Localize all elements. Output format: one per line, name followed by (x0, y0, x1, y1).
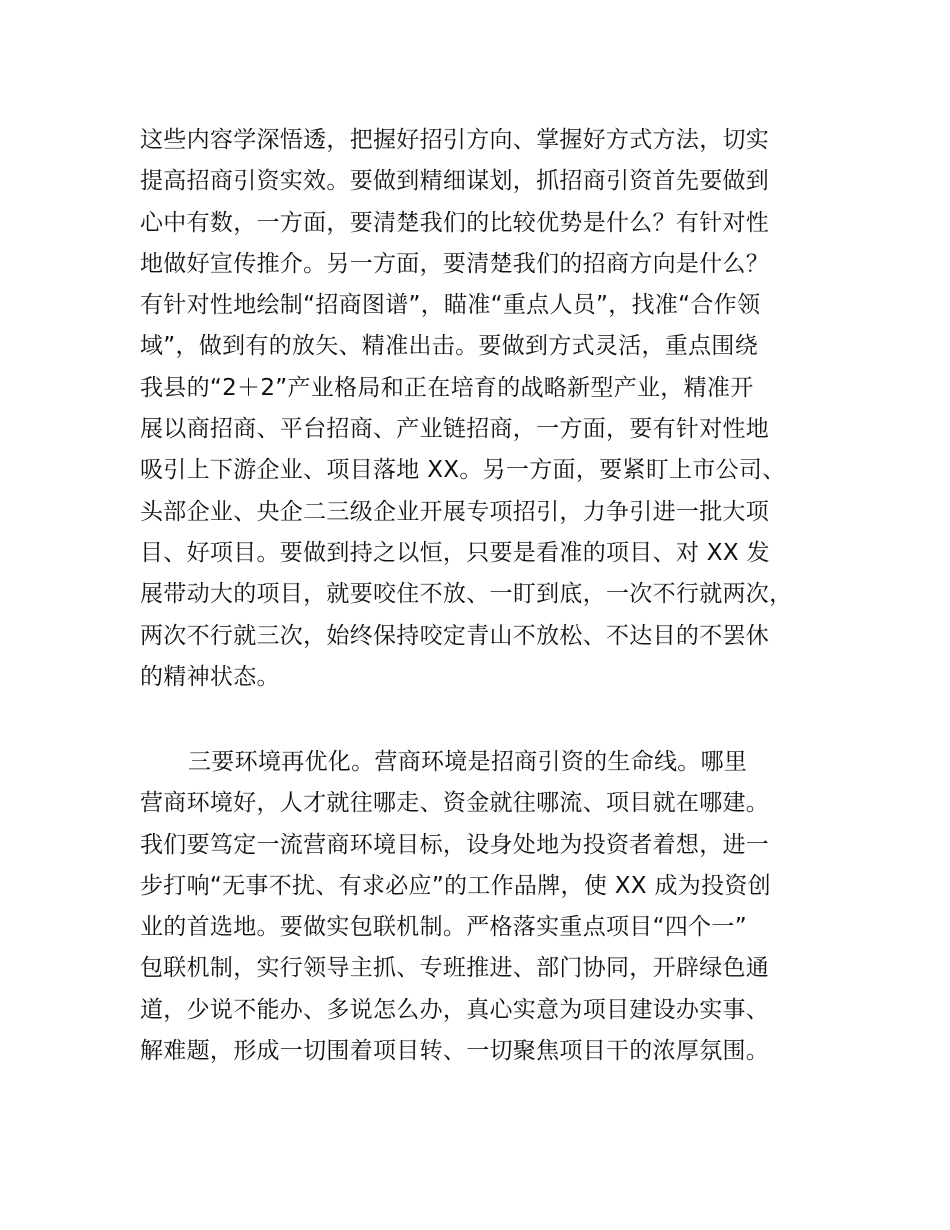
paragraph-line: 域”，做到有的放矢、精准出击。要做到方式灵活，重点围绕 (140, 333, 759, 360)
paragraph-line: 提高招商引资实效。要做到精细谋划，抓招商引资首先要做到 (140, 168, 770, 195)
paragraph-line: 有针对性地绘制“招商图谱”，瞄准“重点人员”，找准“合作领 (140, 292, 761, 319)
paragraph-line: 的精神状态。 (140, 663, 280, 690)
paragraph-line: 吸引上下游企业、项目落地 XX。另一方面，要紧盯上市公司、 (140, 457, 786, 484)
paragraph-line: 地做好宣传推介。另一方面，要清楚我们的招商方向是什么？ (140, 250, 770, 277)
paragraph-business-environment (140, 742, 840, 1072)
paragraph-line: 解难题，形成一切围着项目转、一切聚焦项目干的浓厚氛围。 (140, 1038, 770, 1065)
paragraph-line: 展带动大的项目，就要咬住不放、一盯到底，一次不行就两次， (140, 581, 793, 608)
paragraph-line: 目、好项目。要做到持之以恒，只要是看准的项目、对 XX 发 (140, 539, 770, 566)
paragraph-line: 业的首选地。要做实包联机制。严格落实重点项目“四个一” (140, 914, 747, 941)
paragraph-line: 我们要笃定一流营商环境目标，设身处地为投资者着想，进一 (140, 831, 770, 858)
paragraph-line: 营商环境好，人才就往哪走、资金就往哪流、项目就在哪建。 (140, 790, 770, 817)
paragraph-line: 步打响“无事不扰、有求必应”的工作品牌，使 XX 成为投资创 (140, 872, 771, 899)
paragraph-line: 我县的“2＋2”产业格局和正在培育的战略新型产业，精准开 (140, 374, 754, 401)
paragraph-line: 道，少说不能办、多说怎么办，真心实意为项目建设办实事、 (140, 996, 770, 1023)
paragraph-investment-strategy (140, 120, 840, 698)
paragraph-line: 两次不行就三次，始终保持咬定青山不放松、不达目的不罢休 (140, 622, 770, 649)
paragraph-line-first: 三要环境再优化。营商环境是招商引资的生命线。哪里 (188, 749, 748, 775)
paragraph-line: 心中有数，一方面，要清楚我们的比较优势是什么？有针对性 (140, 209, 770, 236)
paragraph-line: 头部企业、央企二三级企业开展专项招引，力争引进一批大项 (140, 498, 770, 525)
paragraph-line: 展以商招商、平台招商、产业链招商，一方面，要有针对性地 (140, 416, 770, 443)
paragraph-line: 这些内容学深悟透，把握好招引方向、掌握好方式方法，切实 (140, 127, 770, 153)
paragraph-line: 包联机制，实行领导主抓、专班推进、部门协同，开辟绿色通 (140, 955, 770, 982)
